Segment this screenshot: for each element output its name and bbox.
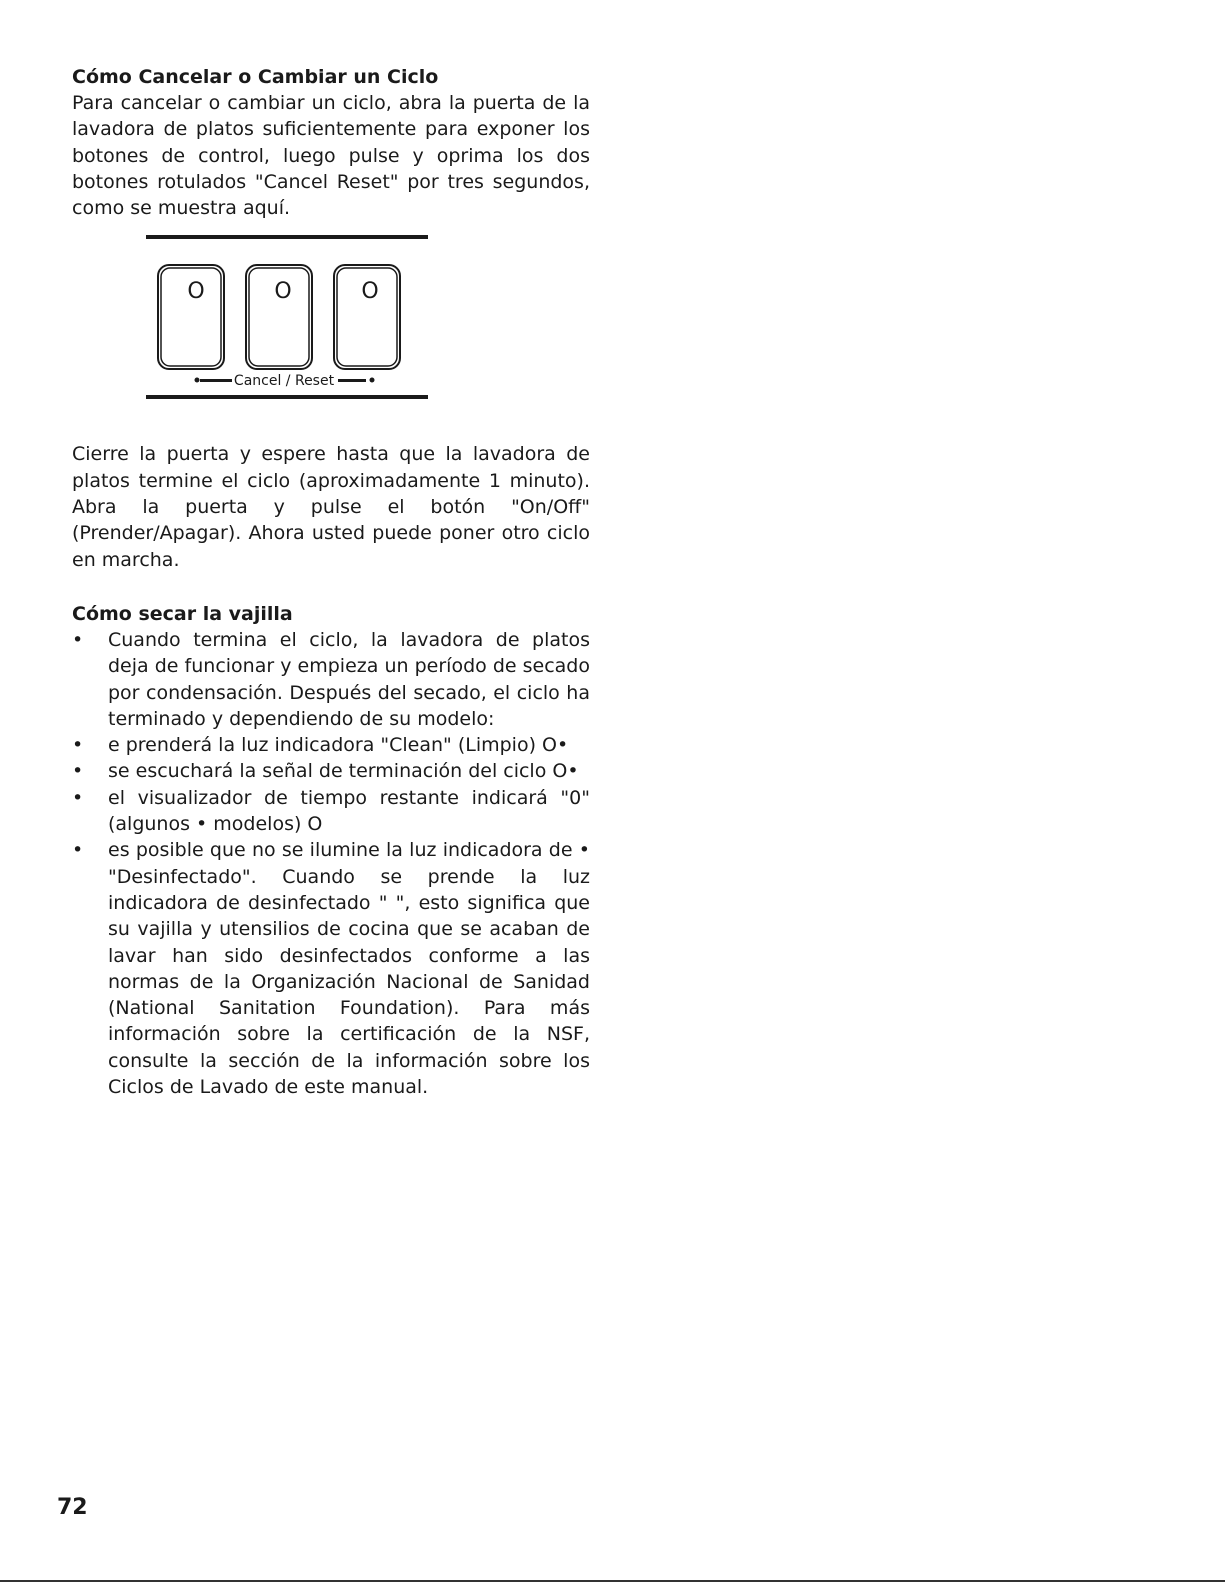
control-panel-illustration (146, 235, 428, 401)
button-1-indicator: O (187, 279, 205, 305)
list-item: • e prenderá la luz indicadora "Clean" (Limpio) O• (72, 732, 590, 758)
bullet-icon: • (72, 760, 84, 783)
list-item: • Cuando termina el ciclo, la lavadora de platos deja de funcionar y empieza un período de secado por condensación. Después del secado, el ciclo ha terminado y dependiendo de su modelo: (72, 628, 590, 730)
control-panel-figure (146, 235, 428, 401)
page-number: 72 (57, 1495, 88, 1520)
page-bottom-rule (0, 1580, 1225, 1582)
cancel-instructions-paragraph: Para cancelar o cambiar un ciclo, abra la puerta de la lavadora de platos suficientemente para exponer los botones de control, luego pulse y oprima los dos botones rotulados "Cancel Reset" por tres segundos, como se muestra aquí. (72, 92, 590, 220)
close-door-paragraph: Cierre la puerta y espere hasta que la lavadora de platos termine el ciclo (aproximadamente 1 minuto). Abra la puerta y pulse el botón "On/Off" (Prender/Apagar). Ahora usted puede poner otro ciclo en marcha. (72, 443, 590, 571)
cancel-reset-label: Cancel / Reset (233, 373, 335, 390)
label-left-dot (195, 378, 200, 383)
bullet-icon: • (72, 734, 84, 757)
button-2-indicator: O (274, 279, 292, 305)
bullet-icon: • (72, 839, 84, 862)
section-heading-cancel-cycle: Cómo Cancelar o Cambiar un Ciclo (72, 66, 439, 88)
list-item: • es posible que no se ilumine la luz indicadora de • "Desinfectado". Cuando se prende la luz indicadora de desinfectado " ", esto significa que su vajilla y utensilios de cocina que se acaban de lavar han sido desinfectados conforme a las normas de la Organización Nacional de Sanidad (National Sanitation Foundation). Para más información sobre la certificación de la NSF, consulte la sección de la información sobre los Ciclos de Lavado de este manual. (72, 839, 590, 1099)
list-item: • el visualizador de tiempo restante indicará "0" (algunos • modelos) O (72, 786, 590, 836)
drying-bullet-list (72, 627, 590, 1100)
label-right-dot (370, 378, 375, 383)
drying-section (72, 601, 590, 1100)
bullet-icon: • (72, 628, 84, 651)
label-right-connector (338, 379, 366, 382)
bullet-icon: • (72, 786, 84, 809)
button-3-indicator: O (361, 279, 379, 305)
label-left-connector (200, 379, 232, 382)
figure-bottom-rule (146, 395, 428, 399)
main-column (72, 64, 590, 1100)
figure-top-rule (146, 235, 428, 239)
list-item: • se escuchará la señal de terminación del ciclo O• (72, 758, 590, 784)
section-heading-drying: Cómo secar la vajilla (72, 602, 293, 625)
